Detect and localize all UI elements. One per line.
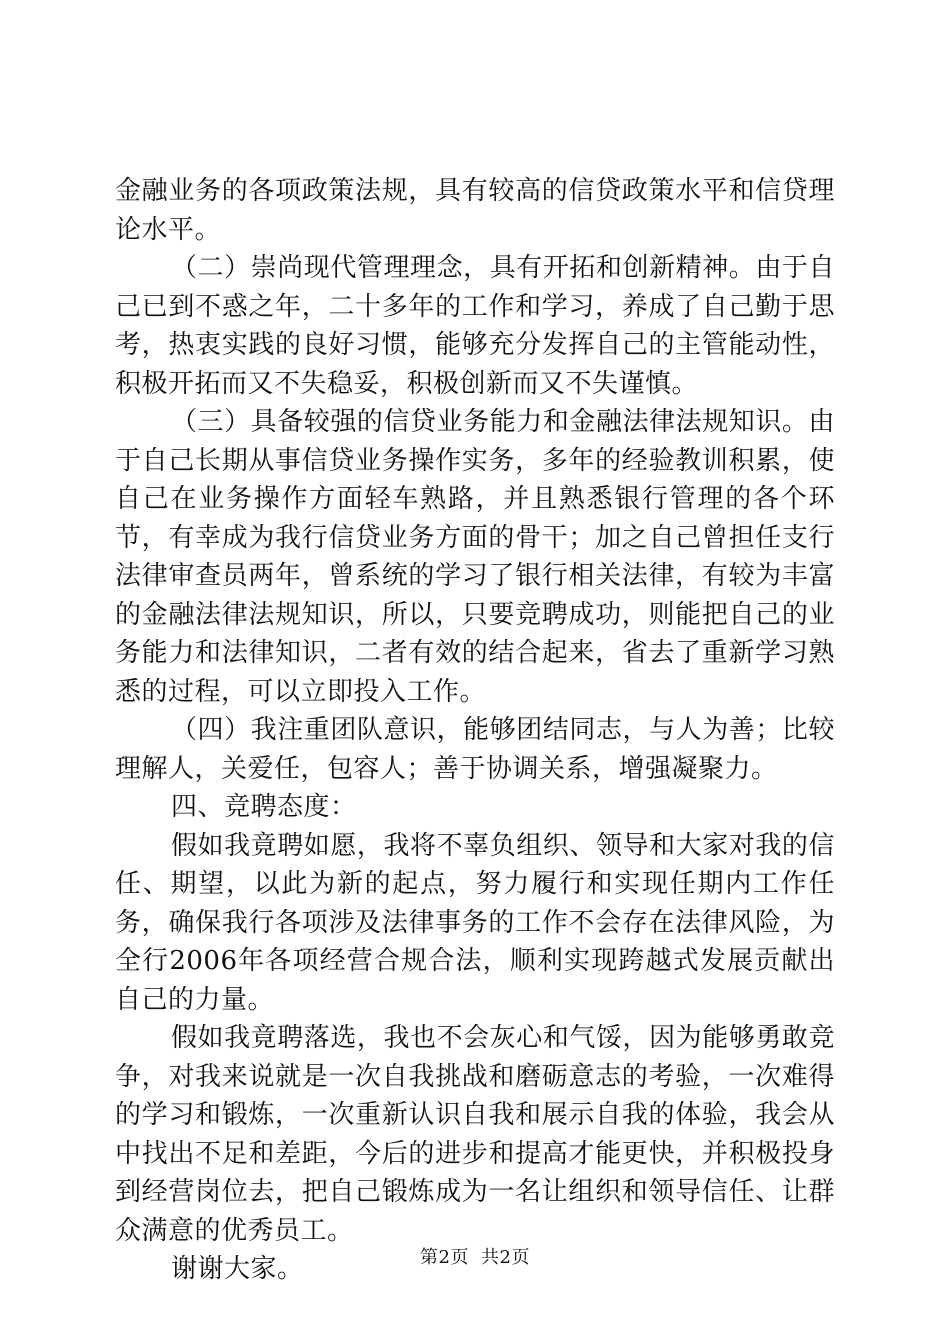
paragraph: （三）具备较强的信贷业务能力和金融法律法规知识。由于自己长期从事信贷业务操作实务，多年的经验教训积累，使自己在业务操作方面轻车熟路，并且熟悉银行管理的各个环节，有幸成为我行信贷业务方面的骨干；加之自己曾担任支行法律审查员两年，曾系统的学习了银行相关法律，有较为丰富的金融法律法规知识，所以，只要竞聘成功，则能把自己的业务能力和法律知识，二者有效的结合起来，省去了重新学习熟悉的过程，可以立即投入工作。: [115, 407, 835, 707]
paragraph: 假如我竟聘落选，我也不会灰心和气馁，因为能够勇敢竞争，对我来说就是一次自我挑战和磨砺意志的考验，一次难得的学习和锻炼，一次重新认识自我和展示自我的体验，我会从中找出不足和差距，今后的进步和提高才能更快，并积极投身到经营岗位去，把自己锻炼成为一名让组织和领导信任、让群众满意的优秀员工。: [115, 1023, 835, 1246]
paragraph: （二）崇尚现代管理理念，具有开拓和创新精神。由于自己已到不惑之年，二十多年的工作和学习，养成了自己勤于思考，热衷实践的良好习惯，能够充分发挥自己的主管能动性，积极开拓而又不失稳妥，积极创新而又不失谨慎。: [115, 253, 835, 399]
page-footer: [0, 1243, 950, 1269]
section-heading: 四、竞聘态度：: [171, 792, 357, 822]
paragraph: 金融业务的各项政策法规，具有较高的信贷政策水平和信贷理论水平。: [115, 176, 835, 245]
paragraph: 假如我竟聘如愿，我将不辜负组织、领导和大家对我的信任、期望，以此为新的起点，努力履行和实现任期内工作任务，确保我行各项涉及法律事务的工作不会存在法律风险，为全行2006年各项经营合规合法，顺利实现跨越式发展贡献出自己的力量。: [115, 830, 835, 1015]
page-number: 第2页: [420, 1247, 469, 1268]
paragraph: （四）我注重团队意识，能够团结同志，与人为善；比较理解人，关爱任，包容人；善于协调关系，增强凝聚力。: [115, 715, 835, 784]
closing-line: 谢谢大家。: [171, 1254, 304, 1284]
document-body: [115, 172, 835, 1289]
page-total: 共2页: [481, 1247, 530, 1268]
